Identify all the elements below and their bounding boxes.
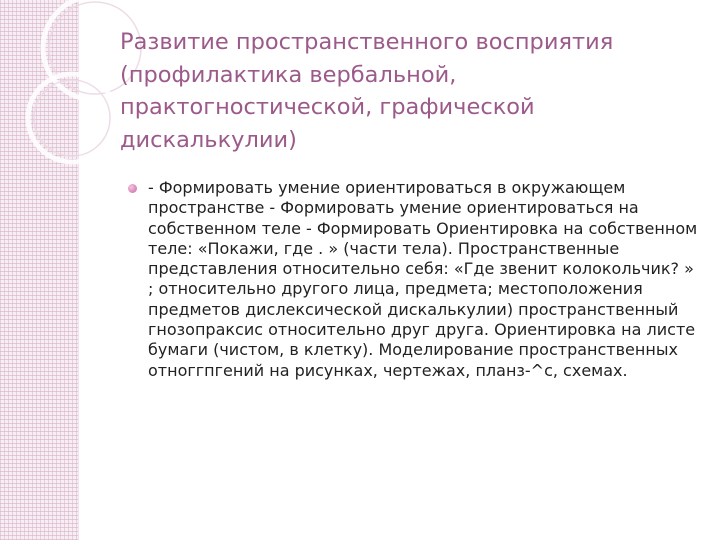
- bullet-text: - Формировать умение ориентироваться в окружающем пространстве - Формировать умение ориентироваться на собственном теле - Формировать Ориентировка на собственном теле: «Покажи, где . » (части тела). Пространственные представления относительно себя: «Где звенит колокольчик? » ; относительно другого лица, предмета; местоположения предметов дислексической дискалькулии) пространственный гнозопраксис относительно друг друга. Ориентировка на листе бумаги (чистом, в клетку). Моделирование пространственных отноггпгений на рисунках, чертежах, планз-^с, схемах.: [148, 178, 698, 380]
- slide-title: Развитие пространственного восприятия (профилактика вербальной, практогностической, графической дискалькулии): [120, 29, 614, 153]
- bullet-dot-icon: [128, 184, 137, 193]
- bullet-item: [128, 178, 698, 381]
- bullet-list: [128, 178, 698, 381]
